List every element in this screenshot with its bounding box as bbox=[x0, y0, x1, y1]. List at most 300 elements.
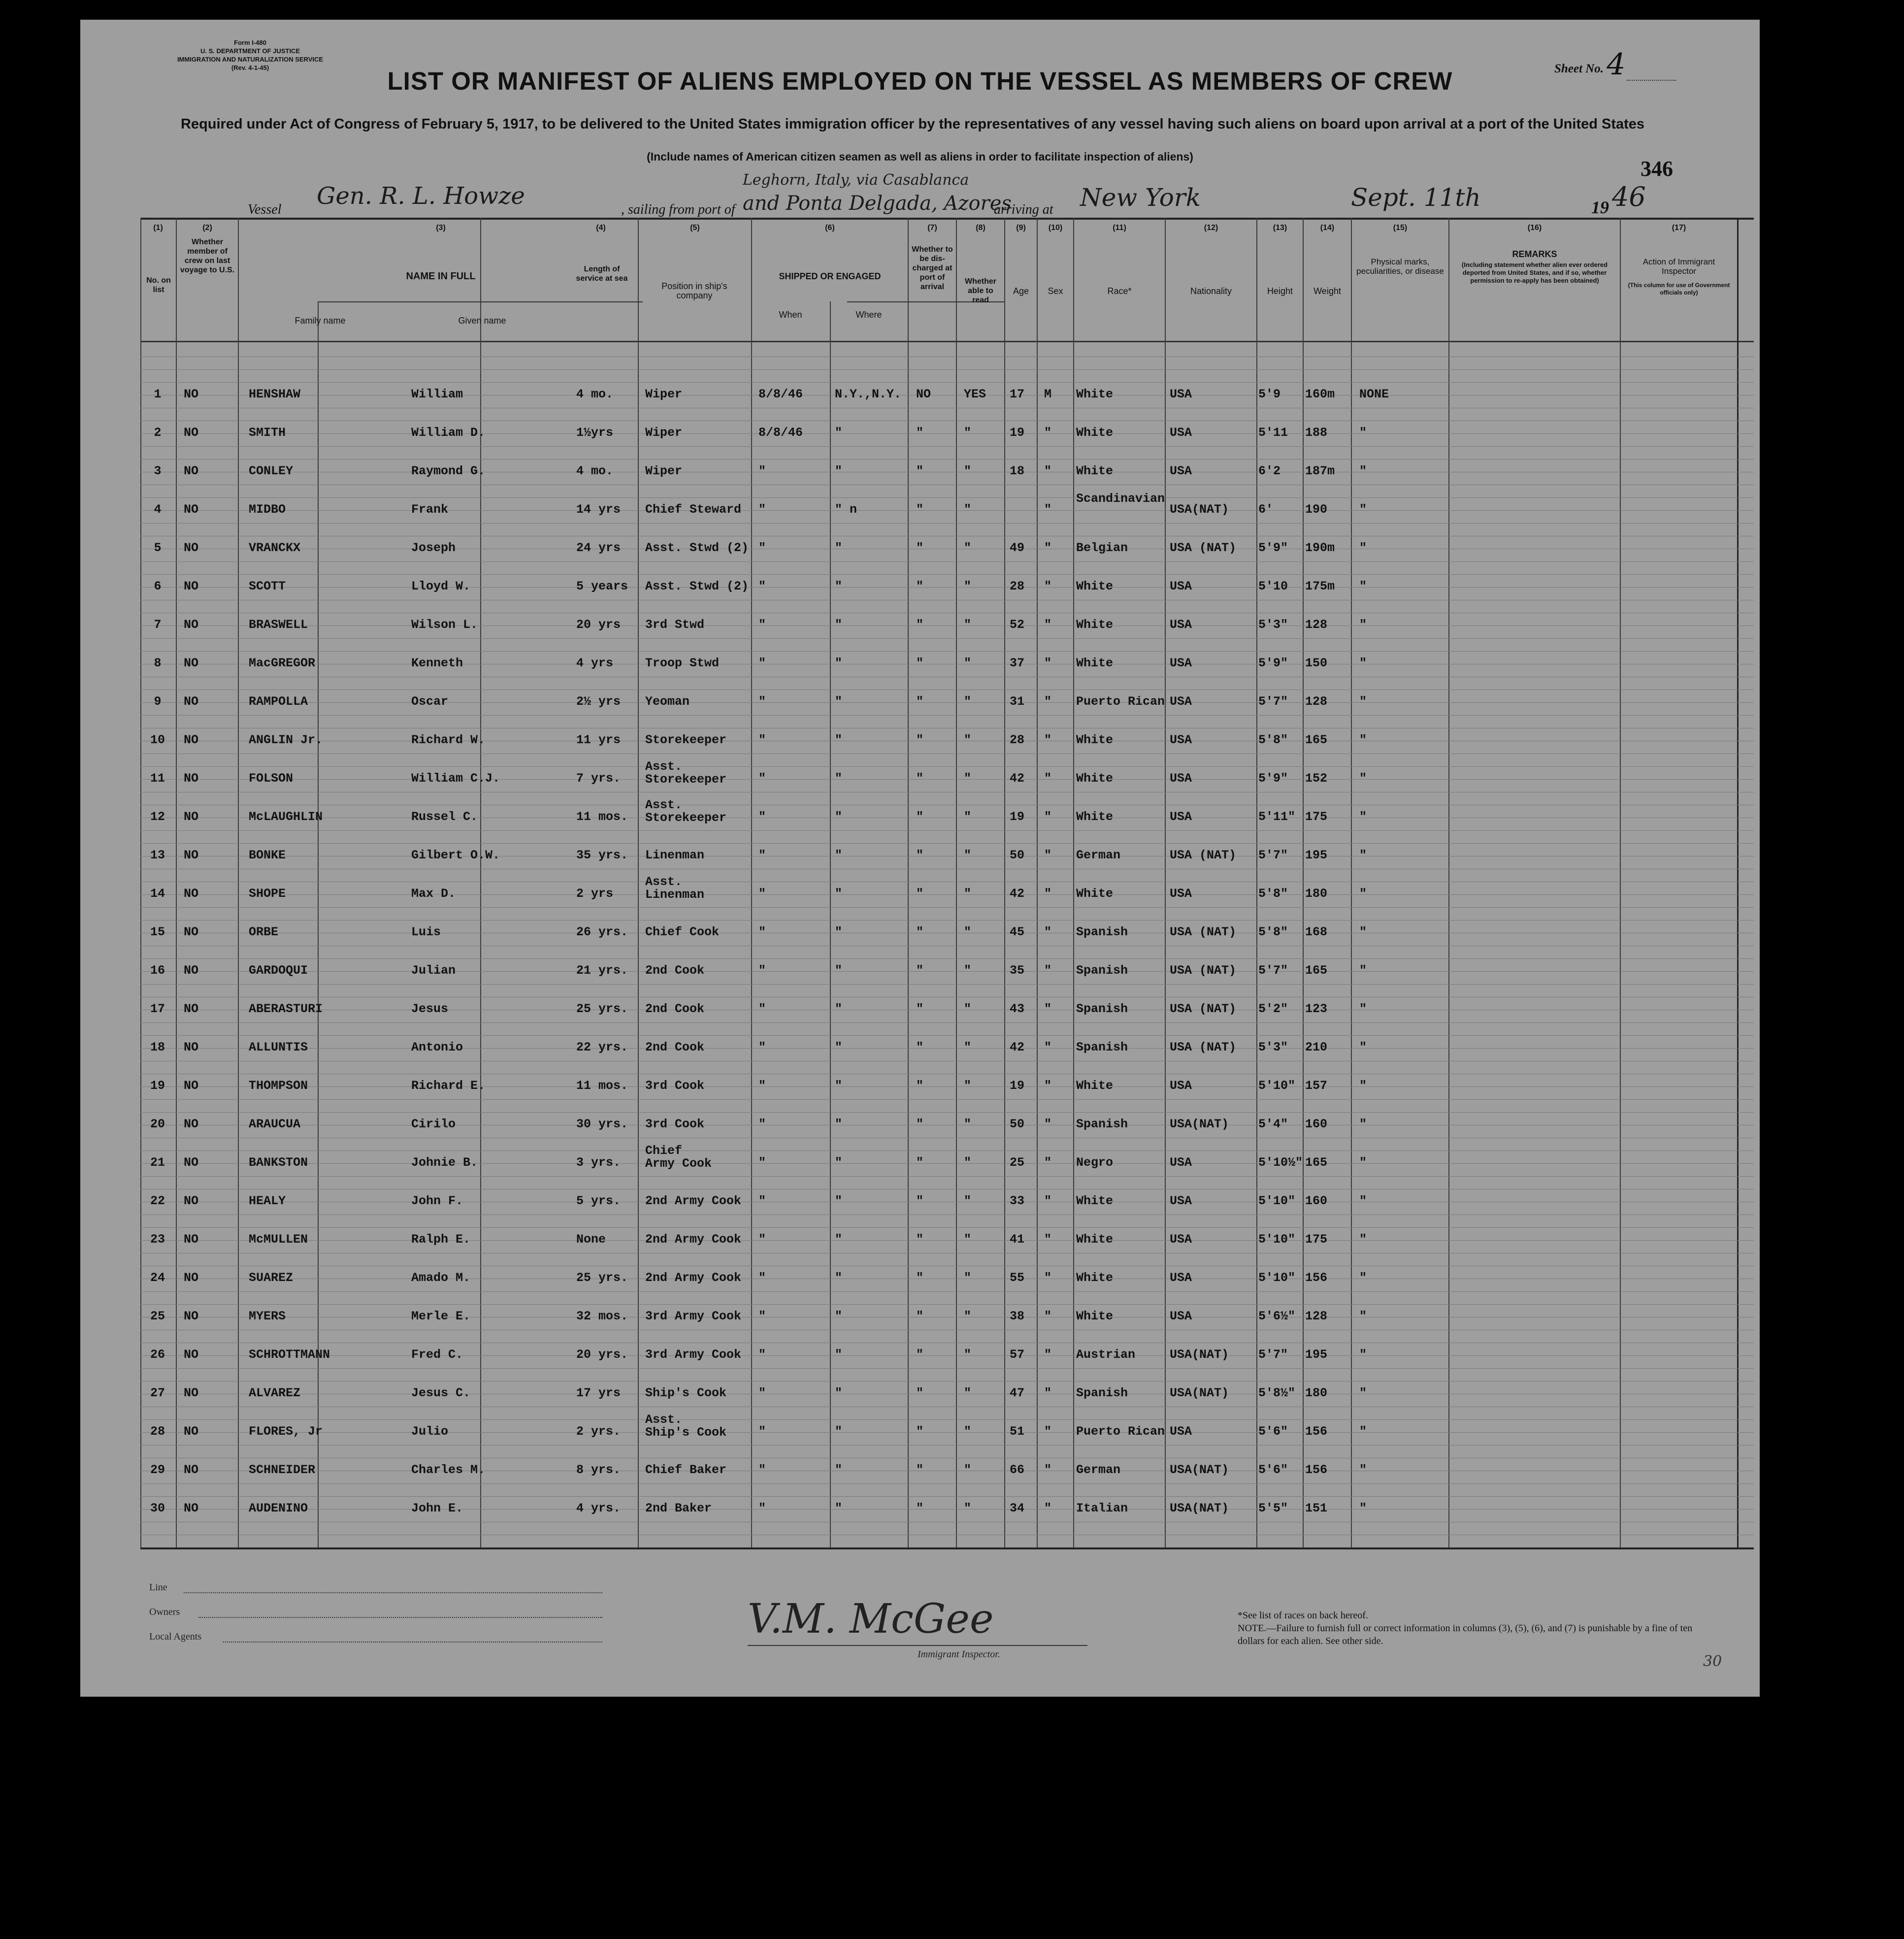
shipped-where: " bbox=[835, 1002, 843, 1016]
race: White bbox=[1076, 1194, 1114, 1208]
document-subtitle: Required under Act of Congress of February 5, 1917, to be delivered to the United States immigration officer by the representatives of any vessel having such aliens on board upon arrival at a port of the United States bbox=[180, 116, 1645, 132]
height: 5'7" bbox=[1258, 963, 1288, 978]
discharged: " bbox=[916, 1271, 924, 1285]
crew-last-voyage: NO bbox=[184, 694, 199, 709]
col-9-number: (9) bbox=[1016, 224, 1026, 232]
length-of-service: 30 yrs. bbox=[576, 1117, 628, 1131]
weight: 123 bbox=[1305, 1002, 1328, 1016]
shipped-where: " bbox=[835, 1501, 843, 1515]
shipped-when: " bbox=[758, 925, 766, 939]
discharged: " bbox=[916, 1079, 924, 1093]
physical-marks: " bbox=[1359, 1309, 1367, 1323]
position: Storekeeper bbox=[645, 733, 727, 747]
able-to-read: " bbox=[964, 1117, 972, 1131]
col-6-header: SHIPPED OR ENGAGED bbox=[779, 271, 881, 281]
height: 6'2 bbox=[1258, 464, 1281, 478]
age: 28 bbox=[1010, 579, 1025, 593]
race: Italian bbox=[1076, 1501, 1128, 1515]
given-name: Julian bbox=[411, 963, 456, 978]
physical-marks: " bbox=[1359, 1155, 1367, 1170]
col-16-header: REMARKS bbox=[1512, 249, 1557, 259]
nationality: USA bbox=[1170, 1194, 1192, 1208]
col-17-header: Action of Immigrant Inspector bbox=[1642, 257, 1715, 276]
given-name: Amado M. bbox=[411, 1271, 471, 1285]
table-row bbox=[140, 759, 1737, 807]
age: 18 bbox=[1010, 464, 1025, 478]
height: 5'7" bbox=[1258, 1347, 1288, 1362]
length-of-service: 32 mos. bbox=[576, 1309, 628, 1323]
crew-last-voyage: NO bbox=[184, 1424, 199, 1439]
weight: 195 bbox=[1305, 848, 1328, 862]
age: 34 bbox=[1010, 1501, 1025, 1515]
document-subnote: (Include names of American citizen seamen as well as aliens in order to facilitate inspection of aliens) bbox=[647, 150, 1193, 163]
given-name: Max D. bbox=[411, 887, 456, 901]
shipped-where: " bbox=[835, 848, 843, 862]
weight: 165 bbox=[1305, 733, 1328, 747]
shipped-where: " bbox=[835, 541, 843, 555]
sex: " bbox=[1044, 1040, 1052, 1054]
age: 38 bbox=[1010, 1309, 1025, 1323]
discharged: " bbox=[916, 1117, 924, 1131]
family-name: SCHROTTMANN bbox=[249, 1347, 330, 1362]
physical-marks: " bbox=[1359, 1386, 1367, 1400]
age: 41 bbox=[1010, 1232, 1025, 1247]
family-name: THOMPSON bbox=[249, 1079, 308, 1093]
nationality: USA(NAT) bbox=[1170, 1117, 1229, 1131]
nationality: USA bbox=[1170, 1155, 1192, 1170]
shipped-where: " bbox=[835, 1424, 843, 1439]
race: Spanish bbox=[1076, 1040, 1128, 1054]
sex: " bbox=[1044, 1271, 1052, 1285]
race: Spanish bbox=[1076, 963, 1128, 978]
age: 25 bbox=[1010, 1155, 1025, 1170]
col-13-number: (13) bbox=[1273, 224, 1287, 232]
length-of-service: 11 mos. bbox=[576, 810, 628, 824]
table-row bbox=[140, 960, 1737, 999]
age: 47 bbox=[1010, 1386, 1025, 1400]
shipped-when: " bbox=[758, 1194, 766, 1208]
given-name: Jesus bbox=[411, 1002, 449, 1016]
able-to-read: " bbox=[964, 694, 972, 709]
able-to-read: " bbox=[964, 579, 972, 593]
family-name: FLORES, Jr bbox=[249, 1424, 323, 1439]
crew-last-voyage: NO bbox=[184, 848, 199, 862]
table-row bbox=[140, 653, 1737, 691]
crew-last-voyage: NO bbox=[184, 1501, 199, 1515]
nationality: USA bbox=[1170, 810, 1192, 824]
given-name: Johnie B. bbox=[411, 1155, 478, 1170]
shipped-when: " bbox=[758, 464, 766, 478]
weight: 128 bbox=[1305, 618, 1328, 632]
table-row bbox=[140, 845, 1737, 884]
able-to-read: " bbox=[964, 1347, 972, 1362]
length-of-service: 11 mos. bbox=[576, 1079, 628, 1093]
shipped-when: " bbox=[758, 1155, 766, 1170]
family-name: HENSHAW bbox=[249, 387, 301, 401]
shipped-where: " bbox=[835, 963, 843, 978]
row-number: 22 bbox=[150, 1194, 165, 1208]
departure-port-line2: and Ponta Delgada, Azores bbox=[743, 192, 1012, 215]
shipped-where: " bbox=[835, 1463, 843, 1477]
shipped-where: " bbox=[835, 1117, 843, 1131]
length-of-service: 4 yrs. bbox=[576, 1501, 621, 1515]
shipped-when: " bbox=[758, 963, 766, 978]
height: 5'9" bbox=[1258, 771, 1288, 786]
able-to-read: " bbox=[964, 1309, 972, 1323]
crew-last-voyage: NO bbox=[184, 1463, 199, 1477]
service-name: IMMIGRATION AND NATURALIZATION SERVICE bbox=[177, 56, 324, 63]
physical-marks: " bbox=[1359, 1271, 1367, 1285]
crew-last-voyage: NO bbox=[184, 502, 199, 517]
row-number: 4 bbox=[154, 502, 162, 517]
table-row bbox=[140, 1037, 1737, 1076]
crew-last-voyage: NO bbox=[184, 387, 199, 401]
position: 2nd Cook bbox=[645, 1002, 705, 1016]
discharged: " bbox=[916, 656, 924, 670]
col-7-header: Whether to be dis-charged at port of arrival bbox=[912, 245, 953, 291]
family-name: MacGREGOR bbox=[249, 656, 316, 670]
crew-last-voyage: NO bbox=[184, 1117, 199, 1131]
year-suffix: 46 bbox=[1612, 181, 1646, 212]
able-to-read: " bbox=[964, 541, 972, 555]
discharged: " bbox=[916, 771, 924, 786]
sex: " bbox=[1044, 963, 1052, 978]
shipped-where: " bbox=[835, 426, 843, 440]
position: 3rd Stwd bbox=[645, 618, 705, 632]
weight: 175 bbox=[1305, 1232, 1328, 1247]
table-row bbox=[140, 875, 1737, 922]
nationality: USA(NAT) bbox=[1170, 1347, 1229, 1362]
height: 5'8" bbox=[1258, 925, 1288, 939]
crew-last-voyage: NO bbox=[184, 1309, 199, 1323]
race: Scandinavian bbox=[1076, 492, 1165, 506]
position: Asst. Ship's Cook bbox=[645, 1413, 727, 1440]
crew-last-voyage: NO bbox=[184, 887, 199, 901]
position: 2nd Cook bbox=[645, 963, 705, 978]
physical-marks: " bbox=[1359, 1501, 1367, 1515]
row-number: 6 bbox=[154, 579, 162, 593]
shipped-when: " bbox=[758, 1232, 766, 1247]
row-number: 14 bbox=[150, 887, 165, 901]
race: White bbox=[1076, 618, 1114, 632]
sex: " bbox=[1044, 1232, 1052, 1247]
shipped-when: " bbox=[758, 1002, 766, 1016]
able-to-read: " bbox=[964, 1271, 972, 1285]
family-name-header: Family name bbox=[295, 316, 346, 326]
race: Spanish bbox=[1076, 1117, 1128, 1131]
row-number: 26 bbox=[150, 1347, 165, 1362]
height: 5'8" bbox=[1258, 887, 1288, 901]
corner-number: 30 bbox=[1703, 1653, 1722, 1670]
discharged: " bbox=[916, 464, 924, 478]
race: Belgian bbox=[1076, 541, 1128, 555]
given-name: Jesus C. bbox=[411, 1386, 471, 1400]
able-to-read: " bbox=[964, 771, 972, 786]
age: 66 bbox=[1010, 1463, 1025, 1477]
position: Ship's Cook bbox=[645, 1386, 727, 1400]
family-name: McMULLEN bbox=[249, 1232, 308, 1247]
length-of-service: 7 yrs. bbox=[576, 771, 621, 786]
shipped-when: " bbox=[758, 1117, 766, 1131]
weight: 156 bbox=[1305, 1463, 1328, 1477]
weight: 180 bbox=[1305, 1386, 1328, 1400]
vessel-name: Gen. R. L. Howze bbox=[317, 182, 525, 210]
row-number: 19 bbox=[150, 1079, 165, 1093]
age: 43 bbox=[1010, 1002, 1025, 1016]
table-row bbox=[140, 1306, 1737, 1345]
nationality: USA bbox=[1170, 656, 1192, 670]
nationality: USA bbox=[1170, 1424, 1192, 1439]
weight: 180 bbox=[1305, 887, 1328, 901]
race: German bbox=[1076, 848, 1121, 862]
col-2-header: Whether member of crew on last voyage to U.S. bbox=[180, 238, 235, 274]
family-name: FOLSON bbox=[249, 771, 294, 786]
when-header: When bbox=[779, 310, 802, 320]
sex: " bbox=[1044, 502, 1052, 517]
position: Wiper bbox=[645, 426, 683, 440]
length-of-service: 5 years bbox=[576, 579, 628, 593]
discharged: " bbox=[916, 1194, 924, 1208]
physical-marks: " bbox=[1359, 464, 1367, 478]
weight: 160m bbox=[1305, 387, 1335, 401]
nationality: USA (NAT) bbox=[1170, 1040, 1237, 1054]
col-13-header: Height bbox=[1267, 286, 1293, 296]
race: Spanish bbox=[1076, 925, 1128, 939]
vessel-line bbox=[80, 171, 1760, 222]
family-name: HEALY bbox=[249, 1194, 286, 1208]
age: 35 bbox=[1010, 963, 1025, 978]
col-6-number: (6) bbox=[825, 224, 835, 232]
family-name: SHOPE bbox=[249, 887, 286, 901]
race: Austrian bbox=[1076, 1347, 1136, 1362]
nationality: USA(NAT) bbox=[1170, 1463, 1229, 1477]
able-to-read: " bbox=[964, 887, 972, 901]
line-label: Line bbox=[149, 1582, 167, 1593]
height: 5'11" bbox=[1258, 810, 1296, 824]
length-of-service: 14 yrs bbox=[576, 502, 621, 517]
shipped-when: " bbox=[758, 1347, 766, 1362]
document-title: LIST OR MANIFEST OF ALIENS EMPLOYED ON THE VESSEL AS MEMBERS OF CREW bbox=[387, 67, 1453, 95]
col-1-number: (1) bbox=[153, 224, 163, 232]
weight: 188 bbox=[1305, 426, 1328, 440]
position: Troop Stwd bbox=[645, 656, 720, 670]
col-7-number: (7) bbox=[927, 224, 937, 232]
col-17-subheader: (This column for use of Government officials only) bbox=[1628, 282, 1730, 296]
race: White bbox=[1076, 733, 1114, 747]
crew-last-voyage: NO bbox=[184, 771, 199, 786]
discharged: " bbox=[916, 502, 924, 517]
sex: " bbox=[1044, 1424, 1052, 1439]
crew-last-voyage: NO bbox=[184, 579, 199, 593]
given-name-header: Given name bbox=[458, 316, 506, 326]
col-16-subheader: (Including statement whether alien ever ordered deported from United States, and if so, whether permission to re-apply has been obtained) bbox=[1461, 261, 1608, 284]
race: White bbox=[1076, 656, 1114, 670]
nationality: USA bbox=[1170, 1232, 1192, 1247]
discharged: " bbox=[916, 1424, 924, 1439]
where-header: Where bbox=[855, 310, 882, 320]
length-of-service: 2 yrs bbox=[576, 887, 614, 901]
shipped-when: " bbox=[758, 771, 766, 786]
col-5-header: Position in ship's company bbox=[661, 281, 727, 300]
shipped-when: 8/8/46 bbox=[758, 426, 803, 440]
weight: 165 bbox=[1305, 963, 1328, 978]
length-of-service: 2 yrs. bbox=[576, 1424, 621, 1439]
footer-note bbox=[1238, 1609, 1706, 1647]
col-12-header: Nationality bbox=[1190, 286, 1232, 296]
row-number: 8 bbox=[154, 656, 162, 670]
given-name: William C.J. bbox=[411, 771, 500, 786]
row-number: 23 bbox=[150, 1232, 165, 1247]
family-name: ALVAREZ bbox=[249, 1386, 301, 1400]
sex: " bbox=[1044, 1117, 1052, 1131]
nationality: USA(NAT) bbox=[1170, 1386, 1229, 1400]
shipped-when: " bbox=[758, 848, 766, 862]
sex: " bbox=[1044, 1155, 1052, 1170]
given-name: Antonio bbox=[411, 1040, 463, 1054]
nationality: USA (NAT) bbox=[1170, 963, 1237, 978]
physical-marks: " bbox=[1359, 1040, 1367, 1054]
sex: " bbox=[1044, 1501, 1052, 1515]
length-of-service: 4 mo. bbox=[576, 464, 614, 478]
position: Linenman bbox=[645, 848, 705, 862]
table-row bbox=[140, 576, 1737, 615]
sex: " bbox=[1044, 426, 1052, 440]
table-row bbox=[140, 1498, 1737, 1537]
given-name: Lloyd W. bbox=[411, 579, 471, 593]
table-row bbox=[140, 615, 1737, 653]
row-number: 16 bbox=[150, 963, 165, 978]
position: Asst. Storekeeper bbox=[645, 798, 727, 825]
nationality: USA bbox=[1170, 426, 1192, 440]
crew-last-voyage: NO bbox=[184, 1155, 199, 1170]
weight: 160 bbox=[1305, 1117, 1328, 1131]
height: 5'10 bbox=[1258, 579, 1288, 593]
nationality: USA (NAT) bbox=[1170, 925, 1237, 939]
race: White bbox=[1076, 579, 1114, 593]
sex: " bbox=[1044, 694, 1052, 709]
physical-marks: " bbox=[1359, 1463, 1367, 1477]
sex: " bbox=[1044, 579, 1052, 593]
sex: " bbox=[1044, 1309, 1052, 1323]
shipped-where: " bbox=[835, 1271, 843, 1285]
shipped-when: " bbox=[758, 1040, 766, 1054]
departure-port-line1: Leghorn, Italy, via Casablanca bbox=[743, 171, 969, 189]
position: Asst. Storekeeper bbox=[645, 759, 727, 787]
family-name: BRASWELL bbox=[249, 618, 308, 632]
physical-marks: NONE bbox=[1359, 387, 1389, 401]
race: White bbox=[1076, 426, 1114, 440]
physical-marks: " bbox=[1359, 656, 1367, 670]
family-name: ARAUCUA bbox=[249, 1117, 301, 1131]
department-name: U. S. DEPARTMENT OF JUSTICE bbox=[200, 47, 300, 55]
sex: " bbox=[1044, 1386, 1052, 1400]
length-of-service: 24 yrs bbox=[576, 541, 621, 555]
physical-marks: " bbox=[1359, 1117, 1367, 1131]
table-row bbox=[140, 492, 1737, 538]
col-15-number: (15) bbox=[1393, 224, 1408, 232]
family-name: BONKE bbox=[249, 848, 286, 862]
discharged: " bbox=[916, 618, 924, 632]
owners-label: Owners bbox=[149, 1607, 180, 1617]
position: 2nd Cook bbox=[645, 1040, 705, 1054]
able-to-read: " bbox=[964, 1424, 972, 1439]
row-number: 11 bbox=[150, 771, 165, 786]
col-10-header: Sex bbox=[1048, 286, 1063, 296]
age: 19 bbox=[1010, 1079, 1025, 1093]
crew-last-voyage: NO bbox=[184, 464, 199, 478]
length-of-service: None bbox=[576, 1232, 606, 1247]
shipped-where: " bbox=[835, 1347, 843, 1362]
able-to-read: " bbox=[964, 618, 972, 632]
row-number: 15 bbox=[150, 925, 165, 939]
height: 5'10" bbox=[1258, 1194, 1296, 1208]
col-2-number: (2) bbox=[202, 224, 212, 232]
table-row bbox=[140, 461, 1737, 499]
manifest-sheet bbox=[80, 20, 1760, 1697]
family-name: SCOTT bbox=[249, 579, 286, 593]
position: 3rd Cook bbox=[645, 1117, 705, 1131]
height: 5'6" bbox=[1258, 1463, 1288, 1477]
position: 3rd Army Cook bbox=[645, 1347, 742, 1362]
shipped-when: " bbox=[758, 887, 766, 901]
physical-marks: " bbox=[1359, 733, 1367, 747]
race: German bbox=[1076, 1463, 1121, 1477]
shipped-when: " bbox=[758, 810, 766, 824]
table-row bbox=[140, 999, 1737, 1037]
position: Chief Army Cook bbox=[645, 1144, 712, 1171]
row-number: 28 bbox=[150, 1424, 165, 1439]
discharged: " bbox=[916, 925, 924, 939]
row-number: 17 bbox=[150, 1002, 165, 1016]
able-to-read: " bbox=[964, 733, 972, 747]
shipped-when: " bbox=[758, 1309, 766, 1323]
height: 5'2" bbox=[1258, 1002, 1288, 1016]
shipped-where: " bbox=[835, 771, 843, 786]
length-of-service: 5 yrs. bbox=[576, 1194, 621, 1208]
given-name: John E. bbox=[411, 1501, 463, 1515]
position: Asst. Stwd (2) bbox=[645, 541, 749, 555]
height: 5'4" bbox=[1258, 1117, 1288, 1131]
discharged: " bbox=[916, 963, 924, 978]
family-name: ORBE bbox=[249, 925, 279, 939]
row-number: 12 bbox=[150, 810, 165, 824]
form-number: Form I-480 bbox=[234, 39, 266, 46]
able-to-read: " bbox=[964, 1386, 972, 1400]
shipped-where: " bbox=[835, 1309, 843, 1323]
length-of-service: 26 yrs. bbox=[576, 925, 628, 939]
height: 5'3" bbox=[1258, 1040, 1288, 1054]
row-number: 5 bbox=[154, 541, 162, 555]
nationality: USA bbox=[1170, 1309, 1192, 1323]
nationality: USA bbox=[1170, 387, 1192, 401]
height: 5'9" bbox=[1258, 541, 1288, 555]
row-number: 30 bbox=[150, 1501, 165, 1515]
table-row bbox=[140, 1383, 1737, 1421]
race: White bbox=[1076, 771, 1114, 786]
sheet-value: 4 bbox=[1607, 47, 1626, 82]
position: Yeoman bbox=[645, 694, 690, 709]
race: White bbox=[1076, 1232, 1114, 1247]
physical-marks: " bbox=[1359, 848, 1367, 862]
physical-marks: " bbox=[1359, 579, 1367, 593]
discharged: " bbox=[916, 1463, 924, 1477]
shipped-where: " bbox=[835, 464, 843, 478]
able-to-read: " bbox=[964, 464, 972, 478]
height: 5'10" bbox=[1258, 1079, 1296, 1093]
position: 2nd Army Cook bbox=[645, 1271, 742, 1285]
physical-marks: " bbox=[1359, 1424, 1367, 1439]
table-row bbox=[140, 691, 1737, 730]
